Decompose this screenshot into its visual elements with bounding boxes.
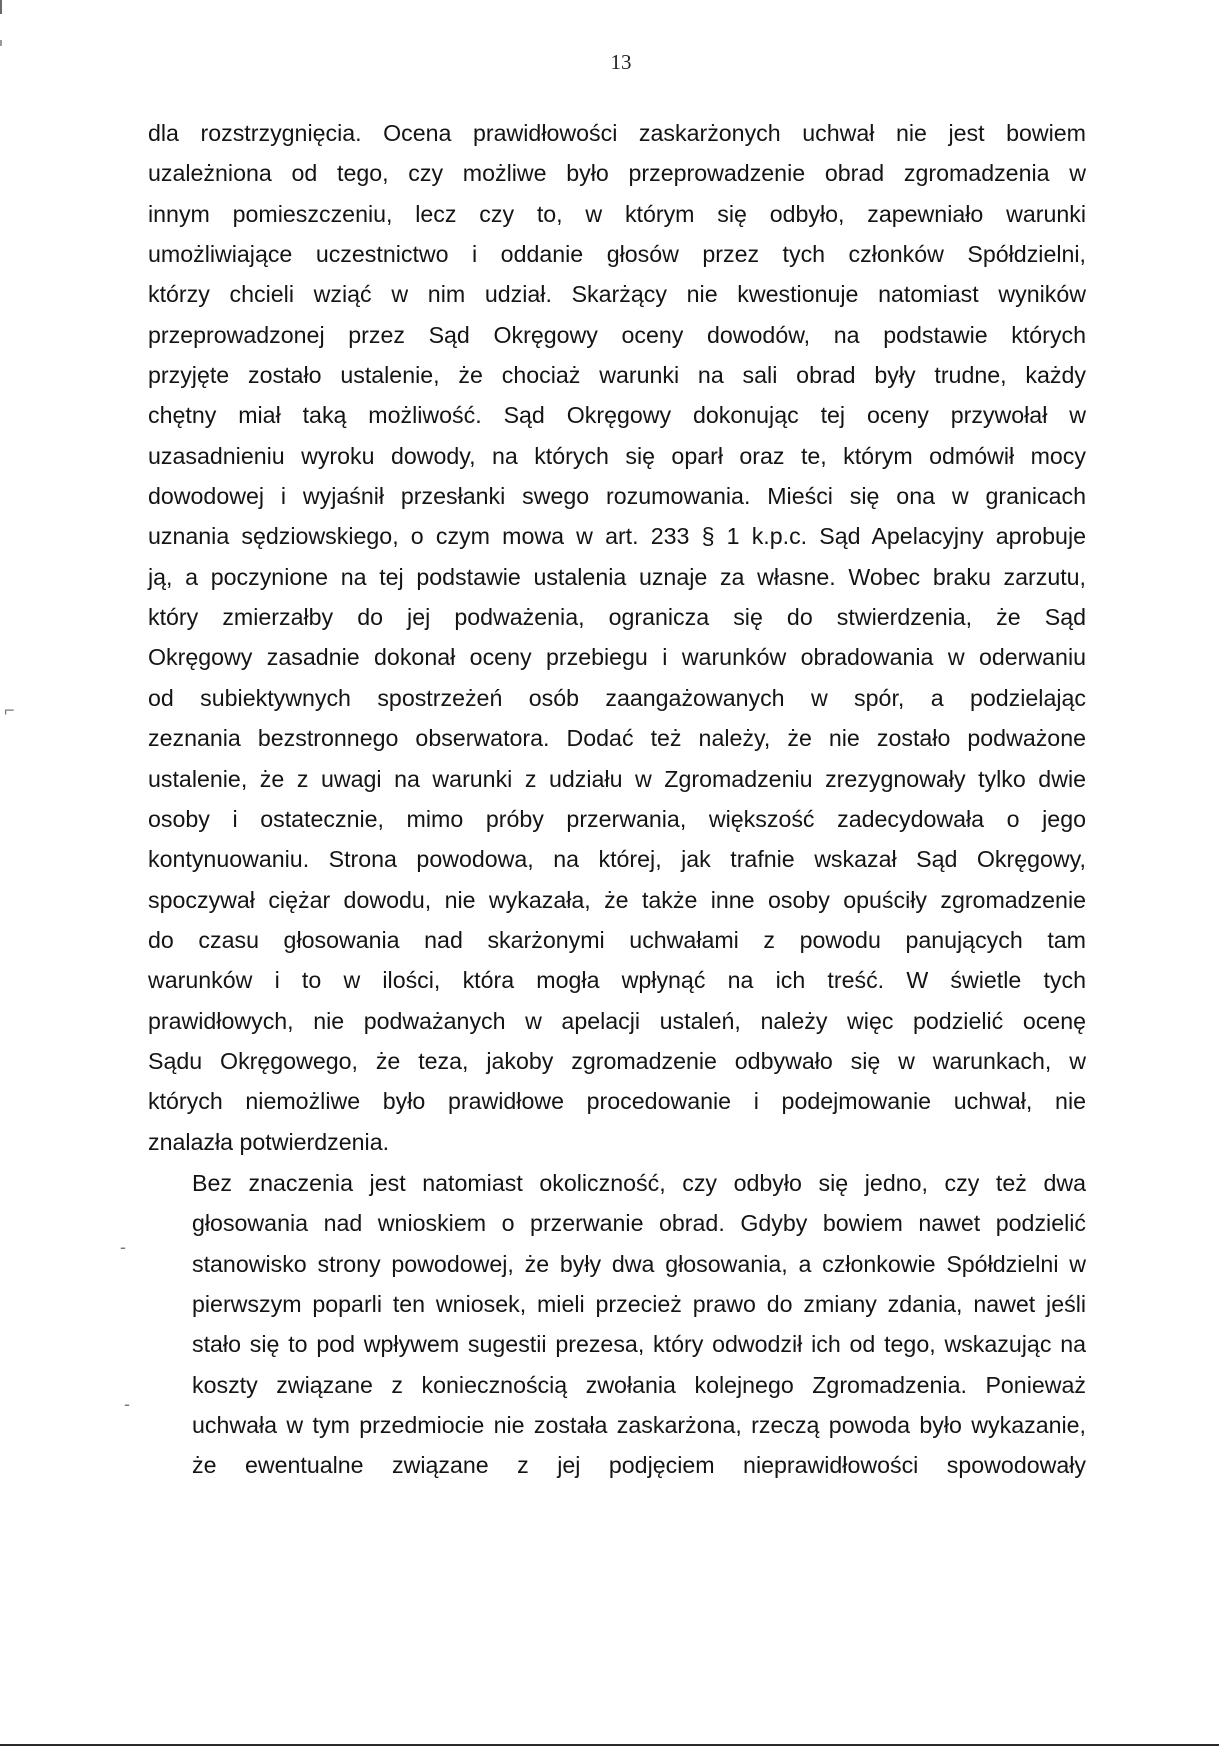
text-line: uchwała w tym przedmiocie nie została zaskarżona, rzeczą powoda było wykazanie,	[192, 1412, 1086, 1438]
text-line: prawidłowych, nie podważanych w apelacji ustaleń, należy więc podzielić ocenę	[148, 1007, 1086, 1034]
paragraph	[148, 1163, 1086, 1486]
scan-edge	[0, 0, 2, 1750]
document-body	[148, 113, 1086, 1486]
text-line: których niemożliwe było prawidłowe procedowanie i podejmowanie uchwał, nie	[148, 1088, 1086, 1115]
text-line: który zmierzałby do jej podważenia, ogranicza się do stwierdzenia, że Sąd	[148, 604, 1086, 631]
text-line: znalazła potwierdzenia.	[148, 1128, 390, 1155]
text-line: przyjęte zostało ustalenie, że chociaż warunki na sali obrad były trudne, każdy	[148, 362, 1086, 389]
text-line: od subiektywnych spostrzeżeń osób zaangażowanych w spór, a podzielając	[148, 684, 1086, 711]
text-line: Okręgowy zasadnie dokonał oceny przebiegu i warunków obradowania w oderwaniu	[148, 644, 1086, 671]
text-line: dowodowej i wyjaśnił przesłanki swego rozumowania. Mieści się ona w granicach	[148, 483, 1086, 510]
text-line: koszty związane z koniecznością zwołania kolejnego Zgromadzenia. Ponieważ	[192, 1371, 1086, 1398]
paragraph	[148, 113, 1086, 1162]
text-line: chętny miał taką możliwość. Sąd Okręgowy dokonując tej oceny przywołał w	[148, 402, 1086, 429]
page-number: 13	[610, 50, 632, 74]
text-line: stało się to pod wpływem sugestii prezesa, który odwodził ich od tego, wskazując na	[192, 1331, 1086, 1358]
text-line: przeprowadzonej przez Sąd Okręgowy oceny dowodów, na podstawie których	[148, 321, 1086, 348]
text-line: dla rozstrzygnięcia. Ocena prawidłowości zaskarżonych uchwał nie jest bowiem	[148, 120, 1086, 146]
text-line: ją, a poczynione na tej podstawie ustalenia uznaje za własne. Wobec braku zarzutu,	[148, 563, 1086, 590]
text-line: zeznania bezstronnego obserwatora. Dodać też należy, że nie zostało podważone	[148, 725, 1086, 752]
text-line: ustalenie, że z uwagi na warunki z udziału w Zgromadzeniu zrezygnowały tylko dwie	[148, 765, 1086, 792]
text-line: spoczywał ciężar dowodu, nie wykazała, że także inne osoby opuściły zgromadzenie	[148, 886, 1086, 913]
text-line: Bez znaczenia jest natomiast okoliczność, czy odbyło się jedno, czy też dwa	[192, 1169, 1086, 1196]
page-bottom-edge	[0, 1744, 1219, 1746]
text-line: innym pomieszczeniu, lecz czy to, w którym się odbyło, zapewniało warunki	[148, 200, 1086, 227]
text-line: kontynuowaniu. Strona powodowa, na której, jak trafnie wskazał Sąd Okręgowy,	[148, 846, 1086, 873]
text-line: którzy chcieli wziąć w nim udział. Skarżący nie kwestionuje natomiast wyników	[148, 281, 1086, 308]
text-line: stanowisko strony powodowej, że były dwa głosowania, a członkowie Spółdzielni w	[192, 1250, 1086, 1277]
text-line: że ewentualne związane z jej podjęciem nieprawidłowości spowodowały	[192, 1452, 1086, 1479]
text-line: uzasadnieniu wyroku dowody, na których się oparł oraz te, którym odmówił mocy	[148, 442, 1086, 469]
text-line: uzależniona od tego, czy możliwe było przeprowadzenie obrad zgromadzenia w	[148, 160, 1086, 187]
text-line: uznania sędziowskiego, o czym mowa w art. 233 § 1 k.p.c. Sąd Apelacyjny aprobuje	[148, 523, 1086, 550]
text-line: do czasu głosowania nad skarżonymi uchwałami z powodu panujących tam	[148, 926, 1086, 953]
text-line: umożliwiające uczestnictwo i oddanie głosów przez tych członków Spółdzielni,	[148, 241, 1086, 268]
text-line: Sądu Okręgowego, że teza, jakoby zgromadzenie odbywało się w warunkach, w	[148, 1047, 1086, 1074]
text-line: głosowania nad wnioskiem o przerwanie obrad. Gdyby bowiem nawet podzielić	[192, 1210, 1086, 1237]
text-line: warunków i to w ilości, która mogła wpłynąć na ich treść. W świetle tych	[148, 967, 1086, 994]
text-line: pierwszym poparli ten wniosek, mieli przecież prawo do zmiany zdania, nawet jeśli	[192, 1290, 1086, 1317]
margin-mark: -	[120, 1237, 126, 1257]
margin-mark: -	[124, 1394, 130, 1414]
margin-mark: ⌐	[4, 700, 15, 720]
text-line: osoby i ostatecznie, mimo próby przerwania, większość zadecydowała o jego	[148, 805, 1086, 832]
